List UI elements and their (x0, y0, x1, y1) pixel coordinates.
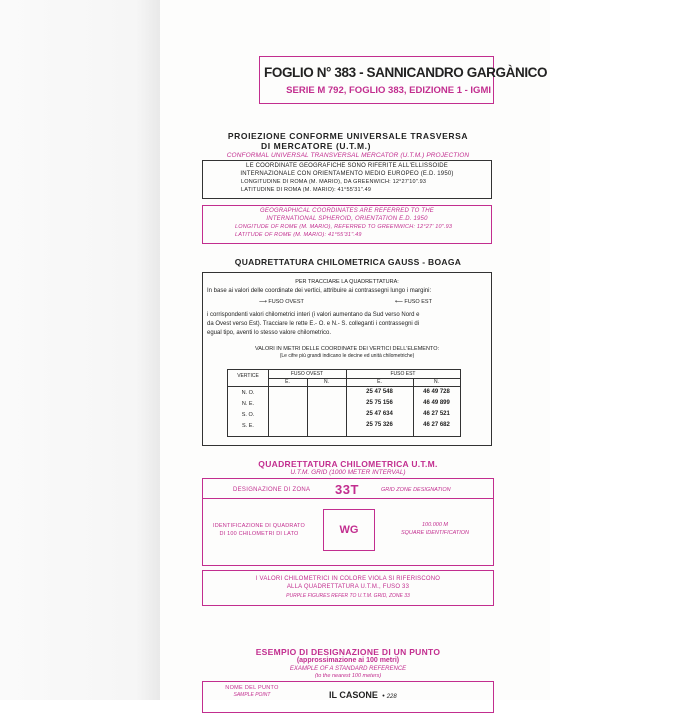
projection-text: LONGITUDINE DI ROMA (M. MARIO), DA GREENWICH: 12°27'10".93 (241, 179, 427, 185)
column-n: N. (434, 379, 439, 385)
fuso-est-marker (395, 299, 432, 305)
sheet-title-box (259, 56, 548, 104)
projection-text: INTERNAZIONALE CON ORIENTAMENTO MEDIO EUROPEO (E.D. 1950) (240, 171, 454, 177)
arrow-right-icon: ⟶ (259, 299, 267, 305)
left-background (0, 0, 160, 700)
projection-italian-box (202, 160, 492, 199)
projection-heading-2: DI MERCATORE (U.T.M.) (260, 141, 372, 151)
example-heading-en: EXAMPLE OF A STANDARD REFERENCE (289, 666, 407, 672)
column-fuso-est: FUSO EST (390, 371, 416, 377)
square-label: DI 100 CHILOMETRI DI LATO (219, 531, 299, 537)
square-label-en: 100.000 M (422, 522, 448, 528)
row-east: 25 47 634 (366, 411, 393, 417)
point-value-group (329, 685, 397, 703)
arrow-left-icon: ⟵ (395, 299, 403, 305)
projection-text: LE COORDINATE GEOGRAFICHE SONO RIFERITE ALL'ELLISSOIDE (246, 163, 448, 169)
fuso-ovest-marker (259, 299, 304, 305)
utm-box (202, 478, 494, 566)
column-e: E. (285, 379, 290, 385)
square-label: IDENTIFICAZIONE DI QUADRATO (213, 523, 305, 529)
row-north: 46 49 899 (423, 400, 450, 406)
point-height: 228 (386, 694, 397, 700)
projection-heading-1: PROIEZIONE CONFORME UNIVERSALE TRASVERSA (227, 131, 469, 141)
projection-text-en: INTERNATIONAL SPHEROID, ORIENTATION E.D. 1950 (266, 216, 428, 222)
row-north: 46 27 682 (423, 422, 450, 428)
gauss-heading: QUADRETTATURA CHILOMETRICA GAUSS - BOAGA (234, 257, 462, 267)
row-east: 25 47 548 (366, 389, 393, 395)
gauss-table-head: VALORI IN METRI DELLE COORDINATE DEI VERTICI DELL'ELEMENTO: (254, 346, 440, 352)
projection-text-en: GEOGRAPHICAL COORDINATES ARE REFERRED TO THE (260, 208, 434, 214)
zone-label: DESIGNAZIONE DI ZONA (233, 487, 311, 493)
example-heading: ESEMPIO DI DESIGNAZIONE DI UN PUNTO (255, 647, 441, 657)
row-vertex: S. E. (242, 423, 254, 429)
point-label: NOME DEL PUNTO (225, 685, 279, 691)
projection-text-en: LONGITUDE OF ROME (M. MARIO), REFERRED TO GREENWICH: 12°27' 10".93 (235, 224, 453, 230)
point-label-en: SAMPLE POINT (233, 692, 271, 698)
gauss-table-subhead: (Le cifre più grandi indicano le decine ed unità chilometriche) (279, 353, 415, 359)
row-north: 46 49 728 (423, 389, 450, 395)
example-subheading-en: (to the nearest 100 meters) (314, 673, 382, 679)
projection-english-box (202, 205, 492, 244)
row-vertex: N. O. (241, 390, 255, 396)
utm-heading-en: U.T.M. GRID (1000 METER INTERVAL) (290, 469, 406, 476)
column-n: N. (324, 379, 329, 385)
projection-text: LATITUDINE DI ROMA (M. MARIO): 41°55'31".49 (241, 187, 372, 193)
fuso-ovest-label: FUSO OVEST (268, 299, 304, 305)
coordinates-table (227, 369, 461, 437)
sheet-title: FOGLIO N° 383 - SANNICANDRO GARGÀNICO (264, 65, 548, 80)
projection-text-en: LATITUDE OF ROME (M. MARIO): 41°55'31".49 (235, 232, 362, 238)
utm-heading: QUADRETTATURA CHILOMETRICA U.T.M. (258, 459, 438, 469)
square-label-en: SQUARE IDENTIFICATION (400, 530, 470, 536)
row-east: 25 75 326 (366, 422, 393, 428)
column-e: E. (377, 379, 382, 385)
violet-note-line: ALLA QUADRETTATURA U.T.M., FUSO 33 (286, 584, 410, 590)
square-id-box (323, 509, 375, 551)
row-east: 25 75 156 (366, 400, 393, 406)
utm-violet-note (202, 570, 494, 606)
example-subheading: (approssimazione ai 100 metri) (296, 657, 400, 664)
column-fuso-ovest: FUSO OVEST (290, 371, 324, 377)
spot-height-icon: • (382, 693, 387, 700)
violet-note-en: PURPLE FIGURES REFER TO U.T.M. GRID, ZONE 33 (286, 593, 410, 599)
gauss-body-line: egual tipo, aventi lo stesso valore chilometrico. (207, 330, 332, 336)
row-north: 46 27 521 (423, 411, 450, 417)
projection-heading-en: CONFORMAL UNIVERSAL TRANSVERSAL MERCATOR (U.T.M.) PROJECTION (226, 152, 470, 159)
gauss-intro-head: PER TRACCIARE LA QUADRETTATURA: (295, 279, 399, 285)
violet-note-line: I VALORI CHILOMETRICI IN COLORE VIOLA SI RIFERISCONO (255, 576, 441, 582)
column-vertice: VERTICE (237, 373, 259, 379)
row-vertex: S. O. (241, 412, 255, 418)
fuso-est-label: FUSO EST (404, 299, 432, 305)
gauss-box (202, 272, 492, 446)
row-vertex: N. E. (241, 401, 255, 407)
example-box (202, 681, 494, 713)
point-value: IL CASONE (329, 690, 378, 700)
gauss-intro-line: In base ai valori delle coordinate dei vertici, attribuire ai contrassegni lungo i margini: (207, 288, 432, 294)
square-value: WG (339, 524, 359, 536)
zone-value: 33T (335, 482, 359, 497)
sheet-series: SERIE M 792, FOGLIO 383, EDIZIONE 1 - IGMI (286, 85, 491, 96)
gauss-body-line: i corrispondenti valori chilometrici interi (i valori aumentano da Sud verso Nord e (207, 312, 420, 318)
gauss-body-line: da Ovest verso Est). Tracciare le rette E.- O. e N.- S. colleganti i contrassegni di (207, 321, 420, 327)
zone-label-en: GRID ZONE DESIGNATION (381, 487, 451, 493)
map-legend-sheet (160, 0, 550, 700)
